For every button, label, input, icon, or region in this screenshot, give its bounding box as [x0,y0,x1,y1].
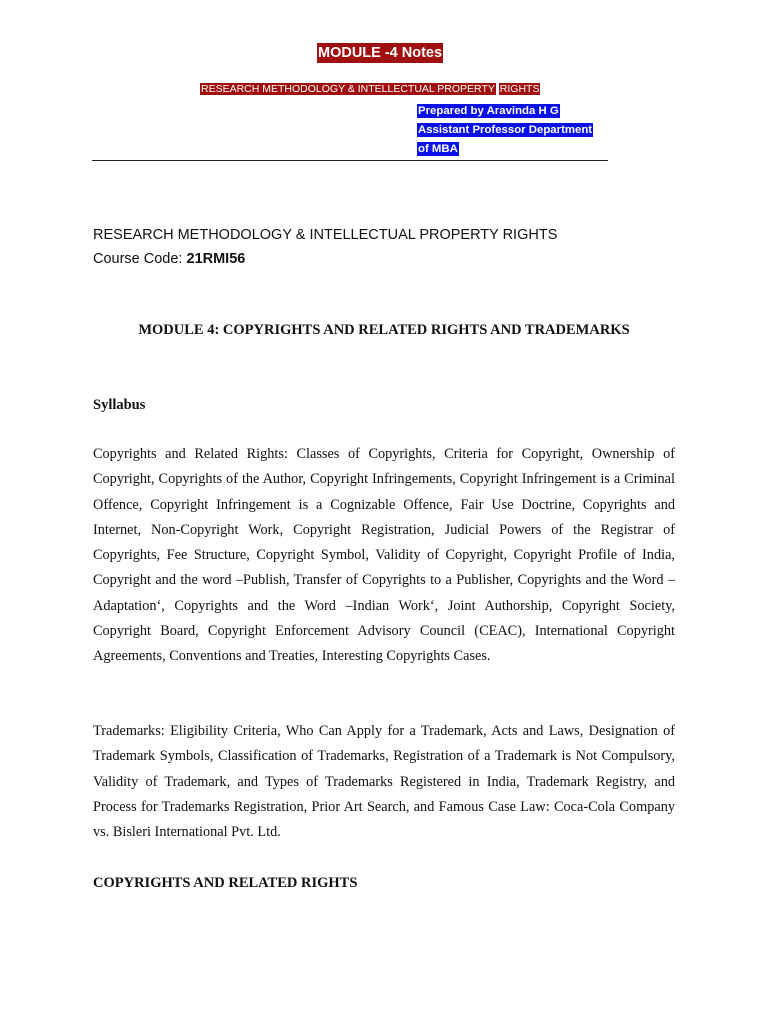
section-heading: COPYRIGHTS AND RELATED RIGHTS [93,875,358,891]
module-heading: MODULE 4: COPYRIGHTS AND RELATED RIGHTS AND TRADEMARKS [138,322,630,338]
syllabus-paragraph-trademarks: Trademarks: Eligibility Criteria, Who Can Apply for a Trademark, Acts and Laws, Designation of Trademark Symbols, Classification of Trademarks, Registration of a Trademark is Not Compulsory, Validity of Trademark, and Types of Trademarks Registered in India, Trademark Registry, and Process for Trademarks Registration, Prior Art Search, and Famous Case Law: Coca-Cola Company vs. Bisleri International Pvt. Ltd. [93,723,675,841]
course-code-label: Course Code: [93,251,187,267]
prepared-by-line: Prepared by Aravinda H G [418,105,559,117]
subject-strip-text: RESEARCH METHODOLOGY & INTELLECTUAL PROPERTY [201,83,495,95]
syllabus-paragraph-copyrights: Copyrights and Related Rights: Classes of Copyrights, Criteria for Copyright, Ownership of Copyright, Copyrights of the Author, Copyright Infringements, Copyright Infringement is a Criminal Offence, Copyright Infringement is a Cognizable Offence, Fair Use Doctrine, Copyrights and Internet, Non-Copyright Work, Copyright Registration, Judicial Powers of the Registrar of Copyrights, Fee Structure, Copyright Symbol, Validity of Copyright, Copyright Profile of India, Copyright and the word ‒Publish, Transfer of Copyrights to a Publisher, Copyrights and the Word ‒Adaptation‘, Copyrights and the Word ‒Indian Work‘, Joint Authorship, Copyright Society, Copyright Board, Copyright Enforcement Advisory Council (CEAC), International Copyright Agreements, Conventions and Treaties, Interesting Copyrights Cases. [93,446,675,665]
syllabus-label: Syllabus [93,397,146,413]
course-code-value: 21RMI56 [186,251,246,267]
course-code [93,248,245,270]
header-rule [92,160,608,161]
course-title: RESEARCH METHODOLOGY & INTELLECTUAL PROPERTY RIGHTS [93,227,558,243]
prepared-by-block [417,102,617,159]
module-badge: MODULE -4 Notes [318,45,443,61]
prepared-by-line: Assistant Professor Department [418,124,593,136]
prepared-by-line: of MBA [418,143,458,155]
subject-strip [200,82,540,97]
subject-strip-rights: RIGHTS [499,83,540,95]
